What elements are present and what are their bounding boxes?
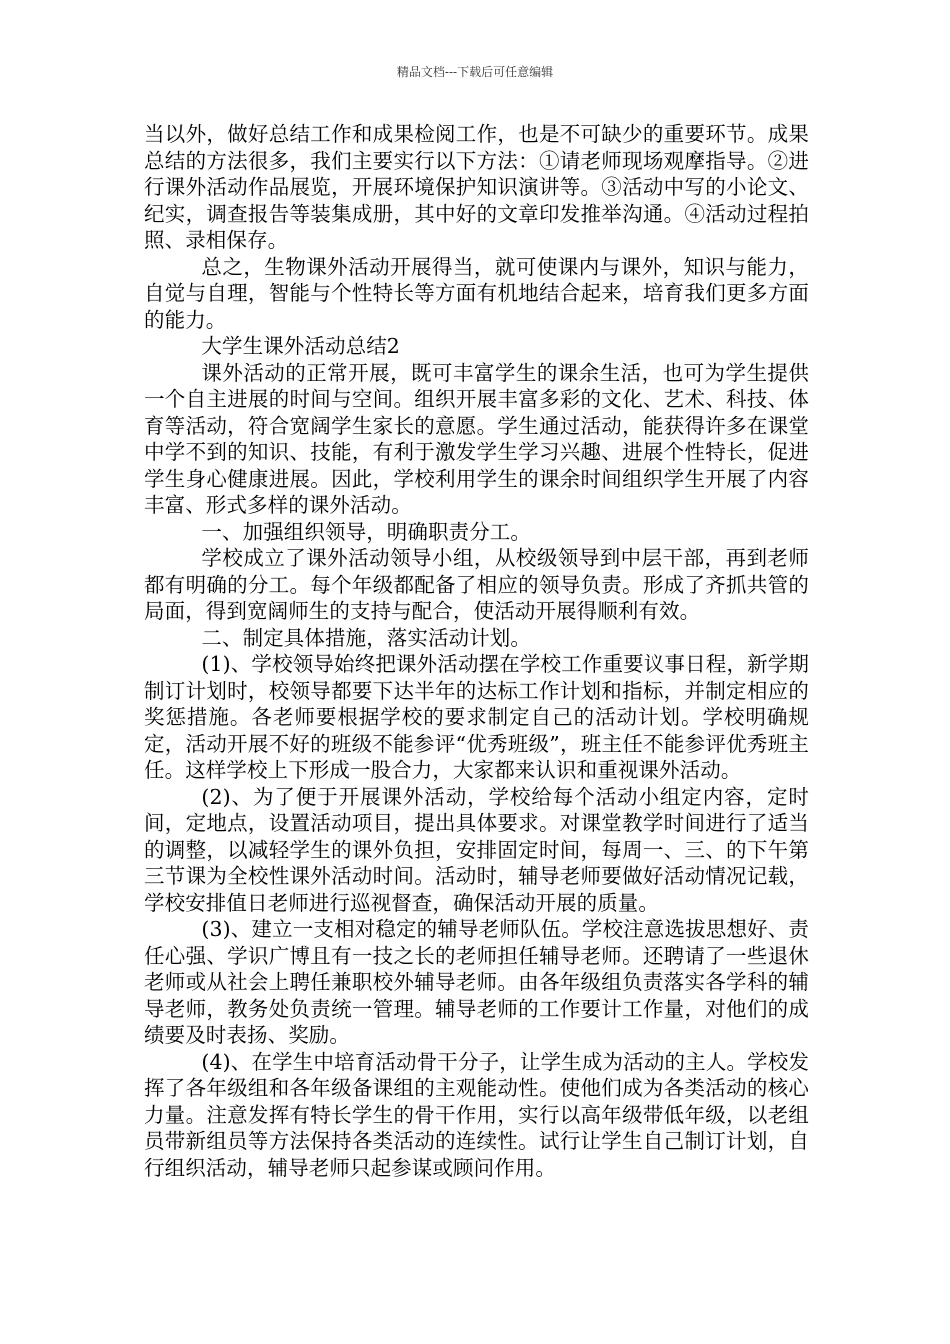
heading-one: 一、加强组织领导，明确职责分工。	[201, 519, 531, 544]
paragraph-item-3: (3)、建立一支相对稳定的辅导老师队伍。学校注意选拔思想好、责任心强、学识广博且有一技之长的老师担任辅导老师。还聘请了一些退休老师或从社会上聘任兼职校外辅导老师。由各年级组负责落实各学科的辅导老师，教务处负责统一管理。辅导老师的工作要计工作量，对他们的成绩要及时表扬、奖励。	[144, 917, 809, 1047]
section-title: 大学生课外活动总结2	[201, 334, 400, 358]
paragraph-intro: 课外活动的正常开展，既可丰富学生的课余生活，也可为学生提供一个自主进展的时间与空间。组织开展丰富多彩的文化、艺术、科技、体育等活动，符合宽阔学生家长的意愿。学生通过活动，能获得许多在课堂中学不到的知识、技能，有利于激发学生学习兴趣、进展个性特长，促进学生身心健康进展。因此，学校利用学生的课余时间组织学生开展了内容丰富、形式多样的课外活动。	[144, 360, 809, 517]
paragraph-leadership: 学校成立了课外活动领导小组，从校级领导到中层干部，再到老师都有明确的分工。每个年级都配备了相应的领导负责。形成了齐抓共管的局面，得到宽阔师生的支持与配合，使活动开展得顺利有效。	[144, 546, 809, 623]
paragraph-item-4: (4)、在学生中培育活动骨干分子，让学生成为活动的主人。学校发挥了各年级组和各年级备课组的主观能动性。使他们成为各类活动的核心力量。注意发挥有特长学生的骨干作用，实行以高年级带低年级，以老组员带新组员等方法保持各类活动的连续性。试行让学生自己制订计划，自行组织活动，辅导老师只起参谋或顾问作用。	[144, 1049, 809, 1180]
paragraph-continuation: 当以外，做好总结工作和成果检阅工作，也是不可缺少的重要环节。成果总结的方法很多，我们主要实行以下方法：①请老师现场观摩指导。②进行课外活动作品展览，开展环境保护知识演讲等。③活动中写的小论文、纪实，调查报告等装集成册，其中好的文章印发推举沟通。④活动过程拍照、录相保存。	[144, 122, 809, 252]
page-header: 精品文档---下载后可任意编辑	[396, 65, 554, 79]
paragraph-item-1: (1)、学校领导始终把课外活动摆在学校工作重要议事日程，新学期制订计划时，校领导都要下达半年的达标工作计划和指标，并制定相应的奖惩措施。各老师要根据学校的要求制定自己的活动计划。学校明确规定，活动开展不好的班级不能参评“优秀班级”，班主任不能参评优秀班主任。这样学校上下形成一股合力，大家都来认识和重视课外活动。	[144, 652, 809, 782]
document-body	[144, 121, 809, 1181]
paragraph-conclusion: 总之，生物课外活动开展得当，就可使课内与课外，知识与能力，自觉与自理，智能与个性特长等方面有机地结合起来，培育我们更多方面的能力。	[144, 254, 809, 332]
paragraph-item-2: (2)、为了便于开展课外活动，学校给每个活动小组定内容，定时间，定地点，设置活动项目，提出具体要求。对课堂教学时间进行了适当的调整，以减轻学生的课外负担，安排固定时间，每周一、三、的下午第三节课为全校性课外活动时间。活动时，辅导老师要做好活动情况记载，学校安排值日老师进行巡视督查，确保活动开展的质量。	[144, 784, 809, 915]
heading-two: 二、制定具体措施，落实活动计划。	[201, 625, 531, 650]
